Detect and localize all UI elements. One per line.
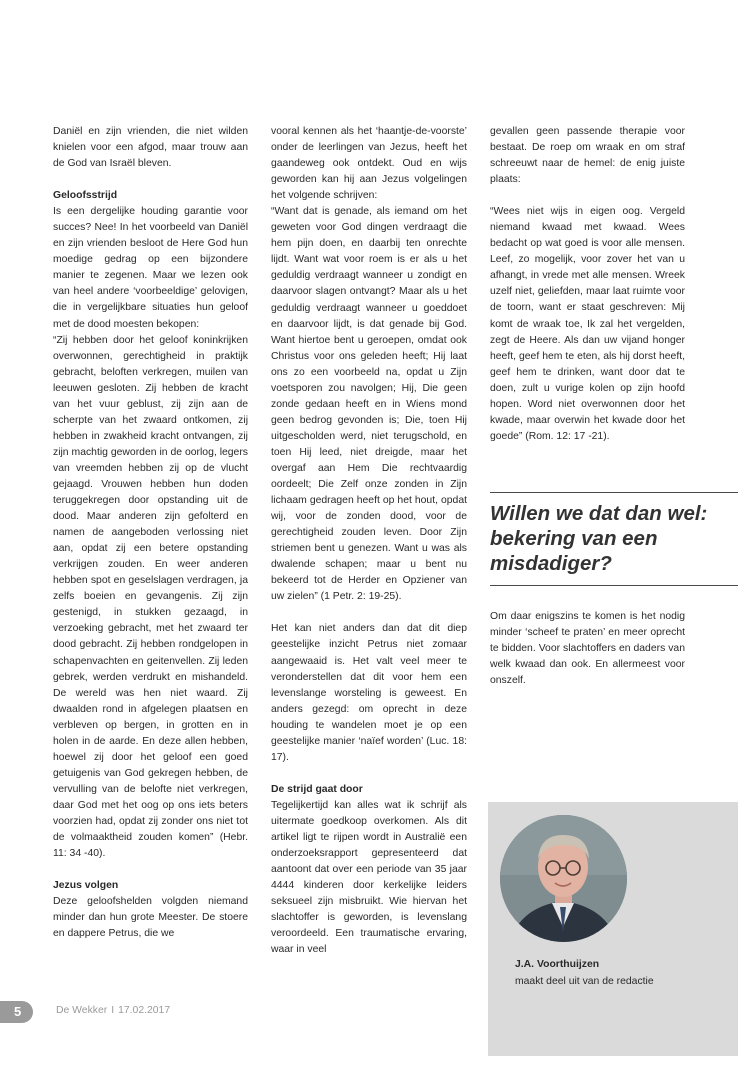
paragraph: Daniël en zijn vrienden, die niet wilden knielen voor een afgod, maar trouw aan de God van Israël bleven. (53, 126, 248, 170)
paragraph: Is een dergelijke houding garantie voor succes? Nee! In het voorbeeld van Daniël en zijn vrienden besloot de Here God hun moedige gedrag op een bijzondere manier te zegenen. Maar we lezen ook van heel andere ‘voorbeeldige’ gelovigen, die in vergelijkbare situaties hun geloof met de dood moesten bekopen: (53, 206, 248, 330)
magazine-name: De Wekker (56, 1005, 108, 1016)
column-3-continued (490, 609, 685, 689)
subheading-jezus-volgen: Jezus volgen (53, 880, 119, 892)
footer-separator: I (111, 1005, 115, 1016)
subheading-de-strijd-gaat-door: De strijd gaat door (271, 783, 363, 795)
pull-quote-text: Willen we dat dan wel: bekering van een misdadiger? (490, 502, 708, 575)
bible-quote: “Want dat is genade, als iemand om het geweten voor God dingen verdraagt die hem pijn doen, en daarbij ten onrechte lijdt. Want wat voor roem is er als u het geduldig verdraagt wanneer u zondigt en daarvoor slagen ontvangt? Maar als u het geduldig verdraagt wanneer u goeddoet en daarvoor lijdt, is dat genade bij God. Want hiertoe bent u geroepen, omdat ook Christus voor ons geleden heeft; Hij laat ons zo een voorbeeld na, opdat u Zijn voetsporen zou navolgen; Hij, Die geen zonde gedaan heeft en in Wiens mond geen bedrog gevonden is; Die, toen Hij uitgescholden werd, niet terugschold, en toen Hij leed, niet dreigde, maar het overgaf aan Hem Die rechtvaardig oordeelt; Die Zelf onze zonden in Zijn lichaam gedragen heeft op het hout, opdat wij, voor de zonden dood, voor de gerechtigheid zouden leven. Door Zijn striemen bent u genezen. Want u was als dwalende schapen; maar u bent nu bekeerd tot de Herder en Opziener van uw zielen” (1 Petr. 2: 19-25). (271, 206, 467, 603)
paragraph: Tegelijkertijd kan alles wat ik schrijf als uitermate goedkoop overkomen. Als dit artikel ligt te rijpen wordt in Australië een onderzoeksrapport gepresenteerd dat aantoont dat over een periode van 35 jaar 4444 kinderen door kerkelijke leiders seksueel zijn misbruikt. Wie hiervan het slachtoffer is geworden, is levenslang veroordeeld. Een traumatische ervaring, waar in veel (271, 799, 467, 956)
paragraph: Deze geloofshelden volgden niemand minder dan hun grote Meester. De stoere en dappere Petrus, die we (53, 896, 248, 940)
pull-quote (490, 492, 738, 586)
author-portrait-icon (500, 815, 627, 942)
author-box (488, 802, 738, 1056)
column-3 (490, 124, 685, 445)
author-photo (500, 815, 627, 942)
subheading-geloofsstrijd: Geloofsstrijd (53, 190, 118, 202)
issue-date: 17.02.2017 (118, 1005, 171, 1016)
footer-text (56, 1005, 170, 1016)
paragraph: vooral kennen als het ‘haantje-de-voorste’ onder de leerlingen van Jezus, heeft het gaandeweg ook ontdekt. Oud en wijs geworden kan hij aan Jezus volgelingen het volgende schrijven: (271, 126, 467, 202)
author-description: maakt deel uit van de redactie (515, 976, 654, 987)
column-1 (53, 124, 248, 942)
paragraph: gevallen geen passende therapie voor bestaat. De roep om wraak en om straf schreeuwt naar de hemel: de enig juiste plaats: (490, 126, 685, 186)
page-number: 5 (14, 1004, 22, 1019)
paragraph: Om daar enigszins te komen is het nodig minder ‘scheef te praten’ en meer oprecht te bidden. Voor slachtoffers en daders van welk kwaad dan ook. En allermeest voor onszelf. (490, 611, 685, 687)
column-2 (271, 124, 467, 958)
bible-quote: “Zij hebben door het geloof koninkrijken overwonnen, gerechtigheid in praktijk gebracht, beloften verkregen, muilen van leeuwen gesloten. Zij hebben de kracht van het vuur geblust, zij zijn aan de scherpte van het zwaard ontkomen, zij hebben in zwakheid kracht ontvangen, zij zijn machtig geworden in de oorlog, legers van vreemden hebben zij op de vlucht gejaagd. Vrouwen hebben hun doden teruggekregen door opstanding uit de dood. Maar anderen zijn gefolterd en namen de aangeboden verlossing niet aan, opdat zij een betere opstanding verkrijgen zouden. En weer anderen hebben spot en geselslagen verdragen, ja zelfs boeien en gevangenis. Zij zijn gestenigd, in stukken gezaagd, in verzoeking gebracht, met het zwaard ter dood gebracht. Zij hebben rondgelopen in schapenvachten en geitenvellen. Zij leden gebrek, werden verdrukt en mishandeld. De wereld was hen niet waard. Zij dwaalden rond in afgelegen plaatsen en verbleven op bergen, in grotten en in holen in de aarde. En deze allen hebben, hoewel zij door het geloof een goed getuigenis van God gekregen hebben, de vervulling van de belofte niet verkregen, daar God met het oog op ons iets beters voorzien had, opdat zij zonder ons niet tot de volmaaktheid zouden komen” (Hebr. 11: 34 -40). (53, 334, 248, 860)
bible-quote: “Wees niet wijs in eigen oog. Vergeld niemand kwaad met kwaad. Wees bedacht op wat goed is voor alle mensen. Leef, zo mogelijk, voor zover het van u afhangt, in vrede met alle mensen. Wreek uzelf niet, geliefden, maar laat ruimte voor de toorn, want er staat geschreven: Mij komt de wraak toe, Ik zal het vergelden, zegt de Heere. Als dan uw vijand honger heeft, geef hem te eten, als hij dorst heeft, geef hem te drinken, want door dat te doen, zult u vurige kolen op zijn hoofd hopen. Word niet overwonnen door het kwade, maar overwin het kwade door het goede” (Rom. 12: 17 -21). (490, 206, 685, 442)
author-name: J.A. Voorthuijzen (515, 959, 600, 970)
page-number-badge (0, 1001, 33, 1023)
paragraph: Het kan niet anders dan dat dit diep geestelijke inzicht Petrus niet zomaar aangewaaid is. Het valt veel meer te veronderstellen dat dit voor hem een levenslange worsteling is geweest. En anders gezegd: om oprecht in deze houding te wandelen moet je op een geestelijke manier ‘naïef worden’ (Luc. 18: 17). (271, 623, 467, 763)
